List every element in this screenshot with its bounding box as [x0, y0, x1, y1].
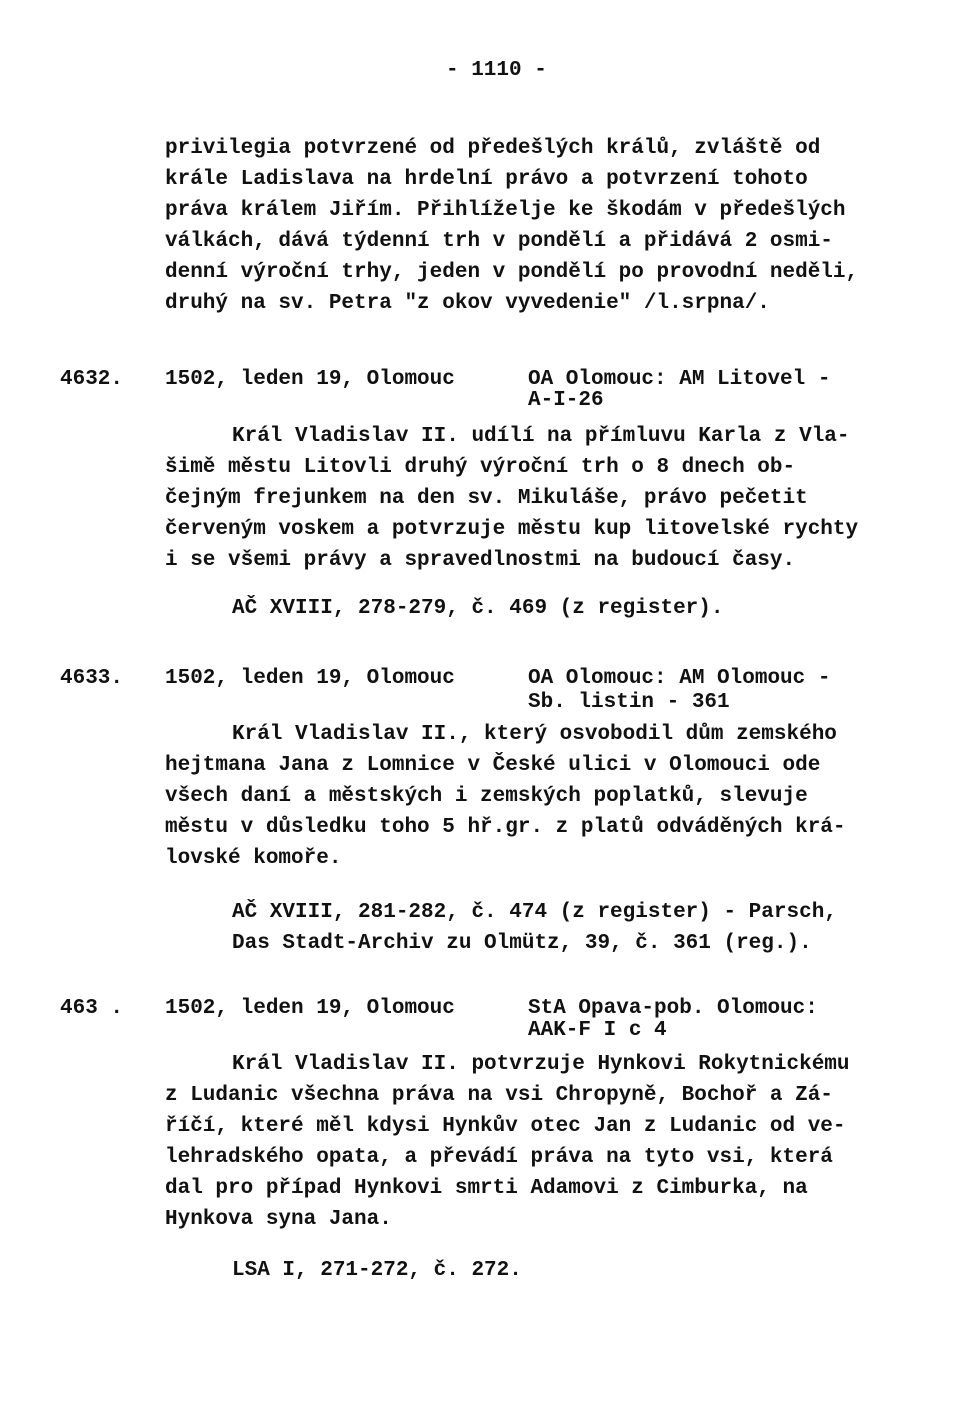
- text-line: Král Vladislav II. udílí na přímluvu Karla z Vla-: [232, 425, 850, 448]
- entry-date-place: 1502, leden 19, Olomouc: [165, 667, 455, 690]
- text-line: Král Vladislav II. potvrzuje Hynkovi Rokytnickému: [232, 1053, 850, 1076]
- entry-reference: AČ XVIII, 281-282, č. 474 (z register) - Parsch,: [232, 901, 837, 924]
- text-line: červeným voskem a potvrzuje městu kup litovelské rychty: [165, 518, 859, 541]
- entry-reference: Das Stadt-Archiv zu Olmütz, 39, č. 361 (reg.).: [232, 932, 812, 955]
- text-line: lovské komoře.: [165, 847, 342, 870]
- entry-date-place: 1502, leden 19, Olomouc: [165, 368, 455, 391]
- entry-archive-line: OA Olomouc: AM Litovel -: [528, 368, 831, 391]
- entry-archive-line: OA Olomouc: AM Olomouc -: [528, 667, 831, 690]
- text-line: městu v důsledku toho 5 hř.gr. z platů odváděných krá-: [165, 816, 846, 839]
- text-line: z Ludanic všechna práva na vsi Chropyně, Bochoř a Zá-: [165, 1084, 833, 1107]
- text-line: válkách, dává týdenní trh v pondělí a přidává 2 osmi-: [165, 230, 833, 253]
- text-line: Hynkova syna Jana.: [165, 1208, 392, 1231]
- text-line: i se všemi právy a spravedlnostmi na budoucí časy.: [165, 549, 796, 572]
- entry-archive-line: Sb. listin - 361: [528, 691, 730, 714]
- text-line: šimě městu Litovli druhý výroční trh o 8 dnech ob-: [165, 456, 796, 479]
- entry-reference: AČ XVIII, 278-279, č. 469 (z register).: [232, 597, 724, 620]
- text-line: čejným frejunkem na den sv. Mikuláše, právo pečetit: [165, 487, 808, 510]
- entry-archive-line: AAK-F I c 4: [528, 1019, 667, 1042]
- entry-reference: LSA I, 271-272, č. 272.: [232, 1259, 522, 1282]
- text-line: práva králem Jiřím. Přihlíželje ke škodám v předešlých: [165, 199, 846, 222]
- entry-number: 4633.: [60, 667, 124, 690]
- text-line: Král Vladislav II., který osvobodil dům zemského: [232, 723, 837, 746]
- entry-number: 463 .: [60, 997, 124, 1020]
- text-line: krále Ladislava na hrdelní právo a potvrzení tohoto: [165, 168, 808, 191]
- entry-archive-line: A-I-26: [528, 389, 604, 412]
- entry-date-place: 1502, leden 19, Olomouc: [165, 997, 455, 1020]
- text-line: hejtmana Jana z Lomnice v České ulici v Olomouci ode: [165, 754, 821, 777]
- text-line: dal pro případ Hynkovi smrti Adamovi z Cimburka, na: [165, 1177, 808, 1200]
- entry-archive-line: StA Opava-pob. Olomouc:: [528, 997, 818, 1020]
- text-line: druhý na sv. Petra "z okov vyvedenie" /l.srpna/.: [165, 292, 770, 315]
- text-line: říčí, které měl kdysi Hynkův otec Jan z Ludanic od ve-: [165, 1115, 846, 1138]
- text-line: privilegia potvrzené od předešlých králů, zvláště od: [165, 137, 821, 160]
- page-number: - 1110 -: [446, 59, 547, 82]
- text-line: denní výroční trhy, jeden v pondělí po provodní neděli,: [165, 261, 859, 284]
- entry-number: 4632.: [60, 368, 124, 391]
- text-line: všech daní a městských i zemských poplatků, slevuje: [165, 785, 808, 808]
- text-line: lehradského opata, a převádí práva na tyto vsi, která: [165, 1146, 833, 1169]
